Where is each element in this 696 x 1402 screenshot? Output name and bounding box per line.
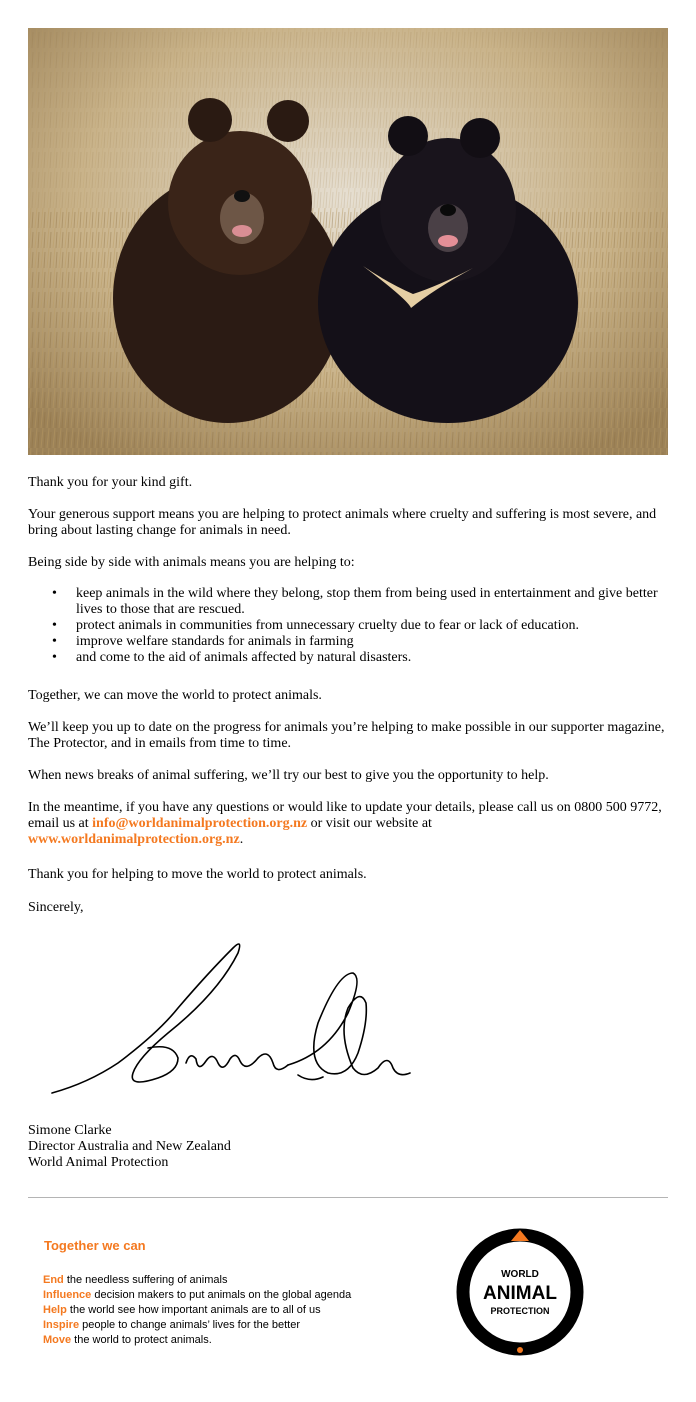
- contact-paragraph: In the meantime, if you have any questions or would like to update your details, please call us on 0800 500 9772, email us at info@worldanimalprotection.org.nz or visit our website at www.worldanimalprotection.org.nz.: [28, 800, 662, 847]
- website-link[interactable]: www.worldanimalprotection.org.nz: [28, 832, 240, 847]
- news-paragraph: When news breaks of animal suffering, we’ll try our best to give you the opportunity to help.: [28, 768, 549, 783]
- list-item: Influence decision makers to put animals on the global agenda: [43, 1289, 352, 1301]
- signature-image: [48, 933, 418, 1103]
- list-item: End the needless suffering of animals: [43, 1274, 228, 1286]
- list-item: • keep animals in the wild where they belong, stop them from being used in entertainment and give better lives to those that are rescued.: [52, 586, 658, 617]
- hero-photo: [28, 28, 668, 455]
- list-item: Inspire people to change animals’ lives for the better: [43, 1319, 301, 1331]
- sign-off: Sincerely,: [28, 900, 84, 915]
- actions-list: [43, 1273, 351, 1348]
- keep-up-paragraph: We’ll keep you up to date on the progress for animals you’re helping to make possible in our supporter magazine, The Protector, and in emails from time to time.: [28, 720, 665, 751]
- support-paragraph: Your generous support means you are helping to protect animals where cruelty and suffering is most severe, and bring about lasting change for animals in need.: [28, 507, 657, 538]
- email-link[interactable]: info@worldanimalprotection.org.nz: [92, 816, 308, 831]
- together-paragraph: Together, we can move the world to protect animals.: [28, 688, 322, 703]
- signatory-block: [28, 1123, 231, 1171]
- list-item: Move the world to protect animals.: [43, 1334, 212, 1346]
- list-item: • improve welfare standards for animals in farming: [52, 634, 354, 649]
- logo-line3: PROTECTION: [490, 1306, 550, 1316]
- logo-line2: ANIMAL: [483, 1283, 557, 1304]
- bullet-icon: •: [52, 586, 57, 601]
- signatory-org: World Animal Protection: [28, 1155, 169, 1170]
- footer-title: Together we can: [44, 1238, 146, 1253]
- divider: [28, 1197, 668, 1198]
- bullet-icon: •: [52, 634, 57, 649]
- bears-illustration: [28, 28, 668, 455]
- side-by-side-paragraph: Being side by side with animals means you are helping to:: [28, 555, 355, 570]
- list-item: Help the world see how important animals are to all of us: [43, 1304, 321, 1316]
- closing-paragraph: Thank you for helping to move the world to protect animals.: [28, 867, 367, 882]
- list-item: • and come to the aid of animals affected by natural disasters.: [52, 650, 412, 665]
- helps-list: [28, 586, 668, 666]
- list-item: • protect animals in communities from unnecessary cruelty due to fear or lack of education.: [52, 618, 580, 633]
- greeting: Thank you for your kind gift.: [28, 475, 193, 490]
- bullet-icon: •: [52, 618, 57, 633]
- signatory-role: Director Australia and New Zealand: [28, 1139, 231, 1154]
- logo-line1: WORLD: [501, 1269, 539, 1280]
- signatory-name: Simone Clarke: [28, 1123, 112, 1138]
- world-animal-protection-logo: [454, 1226, 586, 1358]
- bullet-icon: •: [52, 650, 57, 665]
